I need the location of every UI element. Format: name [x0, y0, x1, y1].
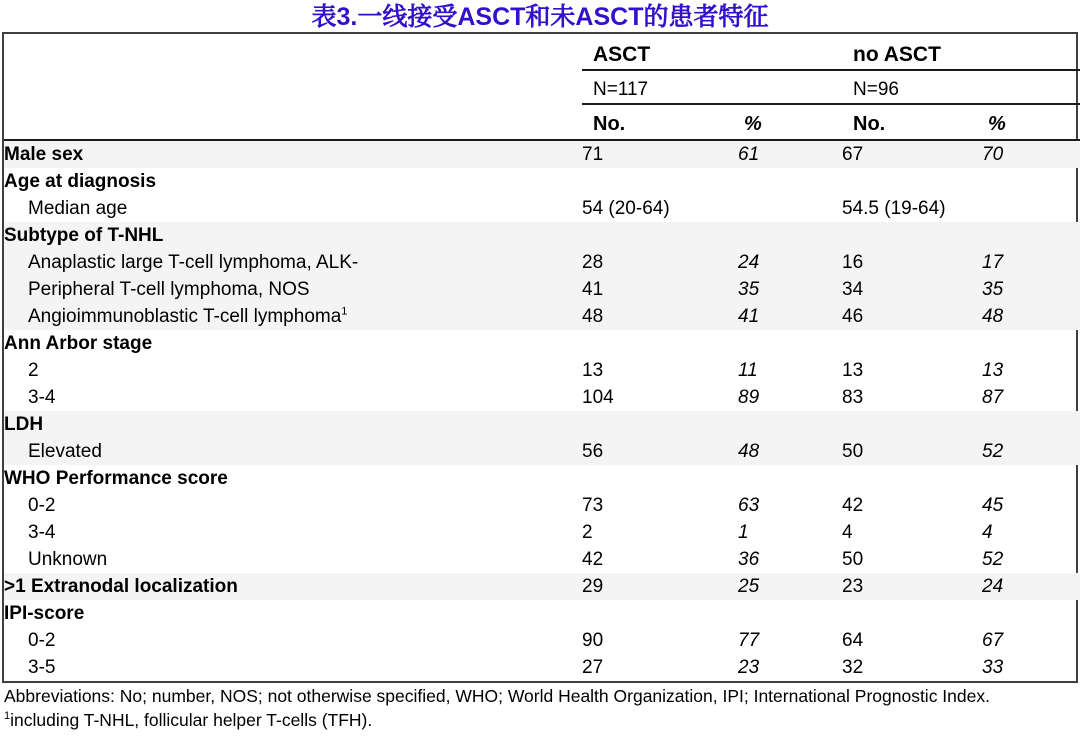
row-asct-count: 27: [582, 657, 604, 678]
header-group-no-asct: no ASCT: [842, 34, 1080, 70]
row-asct-percent: [738, 465, 842, 492]
row-noasct-count: [842, 411, 982, 438]
row-noasct-count: 83: [842, 387, 864, 408]
row-asct-percent: 24: [738, 249, 842, 276]
row-asct-count: 54 (20-64): [582, 198, 670, 219]
table-row: [4, 519, 1080, 546]
row-noasct-count: 13: [842, 360, 864, 381]
table-header: [4, 34, 1080, 140]
header-col-asct-percent: %: [738, 104, 842, 140]
row-label: 3-4: [28, 522, 56, 543]
table-row: [4, 600, 1080, 627]
header-columns-blank: [4, 104, 582, 140]
row-asct-percent: [738, 195, 842, 222]
table-row: [4, 492, 1080, 519]
row-label: Anaplastic large T-cell lymphoma, ALK-: [4, 249, 582, 276]
row-noasct-count: 50: [842, 438, 982, 465]
row-asct-percent: [738, 330, 842, 357]
footnote-1: [4, 709, 1076, 732]
row-noasct-percent: [982, 222, 1080, 249]
row-label: 3-5: [28, 657, 56, 678]
row-noasct-percent: 13: [982, 360, 1004, 381]
row-asct-count: 104: [582, 387, 614, 408]
row-noasct-percent: 17: [982, 249, 1080, 276]
row-asct-count: 73: [582, 495, 604, 516]
row-noasct-percent: 33: [982, 657, 1004, 678]
table-row: [4, 357, 1080, 384]
row-noasct-count: 67: [842, 140, 982, 168]
row-noasct-percent: 35: [982, 276, 1080, 303]
row-asct-percent: 25: [738, 573, 842, 600]
table-row: [4, 303, 1080, 330]
row-noasct-count: [842, 168, 982, 195]
row-label: 2: [28, 360, 39, 381]
abbreviations-note: Abbreviations: No; number, NOS; not otherwise specified, WHO; World Health Organization, IPI; International Prognostic Index.: [4, 686, 990, 706]
row-noasct-count: 46: [842, 303, 982, 330]
table-row: [4, 411, 1080, 438]
row-asct-count: 71: [582, 140, 738, 168]
row-asct-count: [582, 222, 738, 249]
header-col-noasct-percent: %: [982, 104, 1080, 140]
table-body: [4, 140, 1080, 681]
row-asct-percent: [738, 600, 842, 627]
row-asct-count: [582, 465, 738, 492]
header-label-blank: [4, 34, 582, 70]
table-row: [4, 573, 1080, 600]
row-asct-percent: [738, 411, 842, 438]
table-row: [4, 438, 1080, 465]
row-noasct-percent: 52: [982, 438, 1080, 465]
header-group-row: [4, 34, 1080, 70]
row-asct-percent: 77: [738, 630, 760, 651]
row-noasct-percent: 45: [982, 495, 1004, 516]
row-asct-count: [582, 168, 738, 195]
row-asct-percent: [738, 168, 842, 195]
table-row: [4, 249, 1080, 276]
row-noasct-percent: 70: [982, 140, 1080, 168]
table-row: [4, 276, 1080, 303]
row-asct-count: 56: [582, 438, 738, 465]
row-asct-percent: 41: [738, 303, 842, 330]
row-asct-count: [582, 411, 738, 438]
row-noasct-percent: [982, 168, 1080, 195]
table-row: [4, 627, 1080, 654]
row-noasct-count: 54.5 (19-64): [842, 198, 946, 219]
row-label: Subtype of T-NHL: [4, 222, 582, 249]
row-asct-percent: [738, 222, 842, 249]
row-label: Ann Arbor stage: [4, 333, 153, 354]
row-label: >1 Extranodal localization: [4, 573, 582, 600]
row-noasct-count: 50: [842, 549, 864, 570]
header-col-no-asct-count: No.: [582, 104, 738, 140]
row-noasct-percent: 87: [982, 387, 1004, 408]
row-noasct-percent: [982, 330, 1080, 357]
row-asct-percent: 35: [738, 276, 842, 303]
row-label: LDH: [4, 411, 582, 438]
row-label: Male sex: [4, 140, 582, 168]
row-noasct-count: 34: [842, 276, 982, 303]
row-asct-percent: 23: [738, 657, 760, 678]
row-asct-percent: 1: [738, 522, 749, 543]
table-row: [4, 195, 1080, 222]
row-asct-percent: 63: [738, 495, 760, 516]
row-noasct-percent: [982, 465, 1080, 492]
row-noasct-percent: 52: [982, 549, 1004, 570]
data-table: [4, 34, 1080, 681]
table-row: [4, 168, 1080, 195]
footnotes: [4, 685, 1076, 732]
row-label: Median age: [28, 198, 128, 219]
footnote-1-text: including T-NHL, follicular helper T-cells (TFH).: [10, 710, 373, 730]
row-noasct-count: 32: [842, 657, 864, 678]
header-group-asct: ASCT: [582, 34, 842, 70]
row-asct-percent: 89: [738, 387, 760, 408]
row-asct-count: 29: [582, 573, 738, 600]
row-noasct-count: [842, 222, 982, 249]
row-noasct-percent: 4: [982, 522, 993, 543]
row-noasct-percent: [982, 411, 1080, 438]
row-asct-count: 90: [582, 630, 604, 651]
row-noasct-percent: [982, 195, 1080, 222]
row-noasct-count: [842, 600, 982, 627]
row-asct-count: 48: [582, 303, 738, 330]
row-asct-count: 13: [582, 360, 604, 381]
row-noasct-percent: 48: [982, 303, 1080, 330]
row-label: 0-2: [28, 495, 56, 516]
row-asct-count: 2: [582, 522, 593, 543]
row-label: [4, 303, 582, 330]
row-asct-percent: 36: [738, 549, 760, 570]
table-row: [4, 546, 1080, 573]
row-asct-count: 28: [582, 249, 738, 276]
row-noasct-percent: [982, 600, 1080, 627]
row-label: WHO Performance score: [4, 468, 228, 489]
header-n-no-asct: N=96: [842, 70, 1080, 104]
footnote-1-marker: 1: [4, 710, 11, 723]
row-label: Unknown: [28, 549, 108, 570]
row-asct-count: [582, 330, 738, 357]
row-asct-count: [582, 600, 738, 627]
table-row: [4, 222, 1080, 249]
table-row: [4, 384, 1080, 411]
row-noasct-count: 42: [842, 495, 864, 516]
row-noasct-count: [842, 330, 982, 357]
row-label: IPI-score: [4, 603, 85, 624]
row-label: 0-2: [28, 630, 56, 651]
row-asct-percent: 48: [738, 438, 842, 465]
table-row: [4, 140, 1080, 168]
row-asct-count: 42: [582, 549, 604, 570]
table-row: [4, 654, 1080, 681]
row-label: Age at diagnosis: [4, 171, 157, 192]
patient-characteristics-table: [2, 32, 1078, 683]
header-n-row: [4, 70, 1080, 104]
row-label: Peripheral T-cell lymphoma, NOS: [4, 276, 582, 303]
table-row: [4, 330, 1080, 357]
row-noasct-percent: 67: [982, 630, 1004, 651]
row-noasct-count: 23: [842, 573, 982, 600]
row-asct-count: 41: [582, 276, 738, 303]
header-columns-row: [4, 104, 1080, 140]
row-asct-percent: 61: [738, 140, 842, 168]
row-noasct-count: 4: [842, 522, 853, 543]
row-label-text: Angioimmunoblastic T-cell lymphoma: [28, 306, 342, 327]
row-noasct-count: 16: [842, 249, 982, 276]
row-label-superscript: 1: [341, 305, 348, 318]
header-n-blank: [4, 70, 582, 104]
table-row: [4, 465, 1080, 492]
header-col-no-noasct-count: No.: [842, 104, 982, 140]
row-label: 3-4: [28, 387, 56, 408]
row-noasct-count: 64: [842, 630, 864, 651]
row-asct-percent: 11: [738, 360, 758, 381]
page-title: 表3.一线接受ASCT和未ASCT的患者特征: [311, 3, 769, 31]
row-noasct-count: [842, 465, 982, 492]
header-n-asct: N=117: [582, 70, 842, 104]
row-noasct-percent: 24: [982, 573, 1080, 600]
row-label: Elevated: [4, 438, 582, 465]
